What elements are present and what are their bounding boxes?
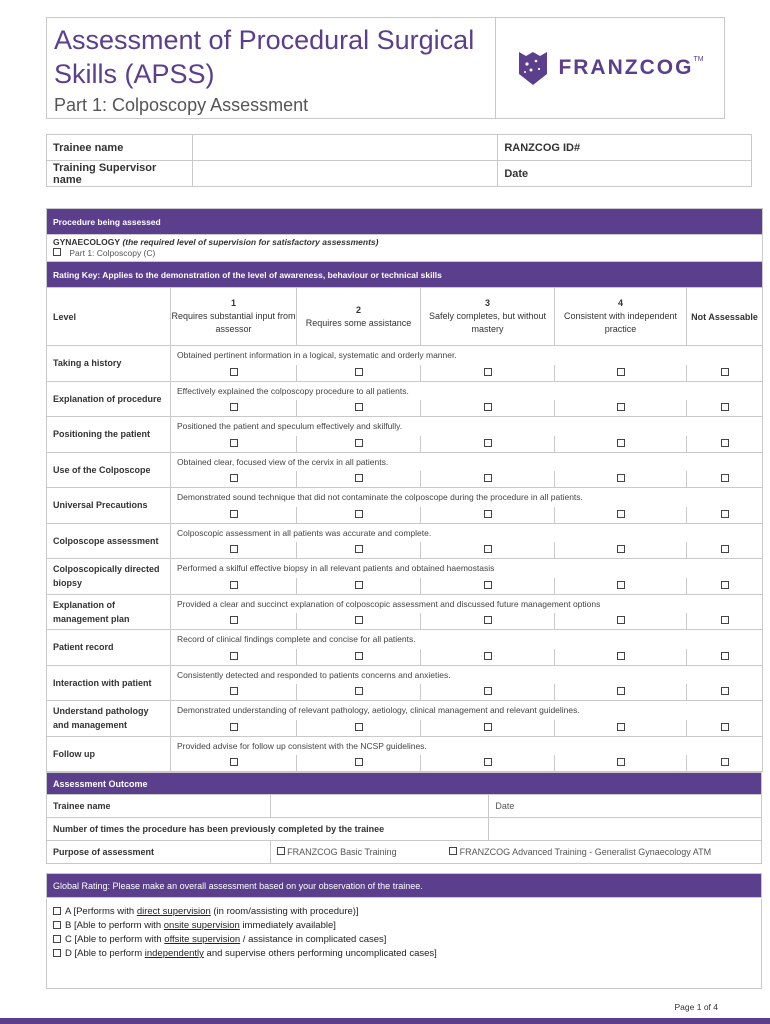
criterion-name: Follow up bbox=[47, 736, 171, 772]
criterion-description: Effectively explained the colposcopy procedure to all patients. bbox=[171, 381, 763, 400]
checkbox-cell bbox=[687, 649, 763, 666]
colposcopy-part-label: Part 1: Colposcopy (C) bbox=[69, 248, 156, 258]
rating-1-checkbox[interactable] bbox=[230, 368, 238, 376]
criterion-name: Use of the Colposcope bbox=[47, 452, 171, 488]
criterion-description: Provided advise for follow up consistent with the NCSP guidelines. bbox=[171, 736, 763, 755]
rating-d-checkbox[interactable] bbox=[53, 949, 61, 957]
rating-4-checkbox[interactable] bbox=[617, 652, 625, 660]
checkbox-cell bbox=[421, 720, 555, 737]
checkbox-cell bbox=[297, 365, 421, 382]
criterion-row bbox=[47, 701, 763, 720]
not-assessable-checkbox[interactable] bbox=[721, 723, 729, 731]
checkbox-cell bbox=[555, 365, 687, 382]
rating-3-checkbox[interactable] bbox=[484, 368, 492, 376]
outcome-band: Assessment Outcome bbox=[47, 773, 762, 795]
rating-3-checkbox[interactable] bbox=[484, 403, 492, 411]
rating-3-checkbox[interactable] bbox=[484, 758, 492, 766]
rating-2-checkbox[interactable] bbox=[355, 474, 363, 482]
rating-1-checkbox[interactable] bbox=[230, 687, 238, 695]
purpose-advanced-label: FRANZCOG Advanced Training - Generalist Gynaecology ATM bbox=[459, 847, 712, 857]
rating-3-checkbox[interactable] bbox=[484, 439, 492, 447]
rating-1-checkbox[interactable] bbox=[230, 510, 238, 518]
criterion-row bbox=[47, 523, 763, 542]
checkbox-cell bbox=[555, 542, 687, 559]
checkbox-cell bbox=[171, 684, 297, 701]
checkbox-cell bbox=[421, 365, 555, 382]
checkbox-cell bbox=[687, 684, 763, 701]
outcome-table bbox=[46, 772, 762, 898]
criterion-row bbox=[47, 630, 763, 649]
rating-key-band: Rating Key: Applies to the demonstration of the level of awareness, behaviour or technical skills bbox=[47, 262, 763, 288]
purpose-options bbox=[270, 841, 761, 864]
checkbox-cell bbox=[171, 720, 297, 737]
criterion-description: Colposcopic assessment in all patients was accurate and complete. bbox=[171, 523, 763, 542]
checkbox-cell bbox=[687, 365, 763, 382]
checkbox-cell bbox=[297, 542, 421, 559]
trainee-name-field[interactable] bbox=[192, 135, 497, 161]
rating-1-checkbox[interactable] bbox=[230, 439, 238, 447]
criterion-row bbox=[47, 559, 763, 578]
criterion-row bbox=[47, 665, 763, 684]
criterion-name: Explanation of management plan bbox=[47, 594, 171, 630]
rating-1-checkbox[interactable] bbox=[230, 723, 238, 731]
criterion-row bbox=[47, 346, 763, 365]
rating-1-checkbox[interactable] bbox=[230, 652, 238, 660]
rating-4-checkbox[interactable] bbox=[617, 616, 625, 624]
criterion-description: Obtained pertinent information in a logical, systematic and orderly manner. bbox=[171, 346, 763, 365]
checkbox-cell bbox=[421, 684, 555, 701]
checkbox-cell bbox=[297, 755, 421, 772]
rating-1-checkbox[interactable] bbox=[230, 403, 238, 411]
criterion-row bbox=[47, 417, 763, 436]
checkbox-cell bbox=[171, 400, 297, 417]
rating-2-checkbox[interactable] bbox=[355, 510, 363, 518]
checkbox-cell bbox=[687, 755, 763, 772]
checkbox-cell bbox=[421, 471, 555, 488]
checkbox-cell bbox=[171, 507, 297, 524]
global-rating-a[interactable]: A [Performs with direct supervision (in room/assisting with procedure)] bbox=[53, 905, 761, 919]
page-number: Page 1 of 4 bbox=[674, 1002, 718, 1012]
checkbox-cell bbox=[687, 436, 763, 453]
trademark-mark: TM bbox=[693, 56, 704, 63]
checkbox-cell bbox=[555, 507, 687, 524]
checkbox-cell bbox=[297, 613, 421, 630]
rating-2-checkbox[interactable] bbox=[355, 616, 363, 624]
rating-2-checkbox[interactable] bbox=[355, 581, 363, 589]
checkbox-cell bbox=[421, 613, 555, 630]
checkbox-cell bbox=[555, 649, 687, 666]
not-assessable-checkbox[interactable] bbox=[721, 368, 729, 376]
checkbox-cell bbox=[297, 578, 421, 595]
procedure-band: Procedure being assessed bbox=[47, 209, 763, 235]
rating-a-checkbox[interactable] bbox=[53, 907, 61, 915]
global-rating-d[interactable]: D [Able to perform independently and supervise others performing uncomplicated cases] bbox=[53, 947, 761, 961]
checkbox-cell bbox=[171, 542, 297, 559]
rating-3-checkbox[interactable] bbox=[484, 616, 492, 624]
criterion-description: Performed a skilful effective biopsy in all relevant patients and obtained haemostasis bbox=[171, 559, 763, 578]
criterion-name: Universal Precautions bbox=[47, 488, 171, 524]
not-assessable-checkbox[interactable] bbox=[721, 687, 729, 695]
outcome-trainee-name-field[interactable] bbox=[270, 795, 489, 818]
purpose-basic-label: FRANZCOG Basic Training bbox=[287, 847, 397, 857]
checkbox-cell bbox=[687, 471, 763, 488]
document-subtitle: Part 1: Colposcopy Assessment bbox=[54, 95, 309, 115]
criterion-description: Demonstrated understanding of relevant pathology, aetiology, clinical management and relevant guidelines. bbox=[171, 701, 763, 720]
checkbox-cell bbox=[687, 720, 763, 737]
rating-3-checkbox[interactable] bbox=[484, 723, 492, 731]
checkbox-cell bbox=[297, 436, 421, 453]
checkbox-cell bbox=[421, 542, 555, 559]
checkbox-cell bbox=[687, 578, 763, 595]
assessment-table bbox=[46, 208, 763, 772]
checkbox-cell bbox=[421, 507, 555, 524]
criterion-name: Interaction with patient bbox=[47, 665, 171, 701]
rating-1-checkbox[interactable] bbox=[230, 581, 238, 589]
checkbox-cell bbox=[421, 578, 555, 595]
trainee-info-table bbox=[46, 134, 752, 187]
gynaecology-label: GYNAECOLOGY bbox=[53, 237, 121, 247]
purpose-basic-checkbox[interactable] bbox=[277, 847, 285, 855]
criterion-row bbox=[47, 488, 763, 507]
date-field[interactable]: Date bbox=[498, 161, 752, 187]
rating-4-checkbox[interactable] bbox=[617, 403, 625, 411]
checkbox-cell bbox=[171, 755, 297, 772]
criterion-name: Taking a history bbox=[47, 346, 171, 382]
rating-1-checkbox[interactable] bbox=[230, 758, 238, 766]
not-assessable-checkbox[interactable] bbox=[721, 581, 729, 589]
rating-4-checkbox[interactable] bbox=[617, 545, 625, 553]
purpose-label: Purpose of assessment bbox=[47, 841, 271, 864]
criterion-description: Consistently detected and responded to patients concerns and anxieties. bbox=[171, 665, 763, 684]
rating-b-checkbox[interactable] bbox=[53, 921, 61, 929]
criterion-row bbox=[47, 381, 763, 400]
footer-bar bbox=[0, 1018, 770, 1024]
rating-4-checkbox[interactable] bbox=[617, 581, 625, 589]
not-assessable-checkbox[interactable] bbox=[721, 439, 729, 447]
supervisor-name-label: Training Supervisor name bbox=[47, 161, 193, 187]
checkbox-cell bbox=[555, 613, 687, 630]
criterion-description: Obtained clear, focused view of the cervix in all patients. bbox=[171, 452, 763, 471]
rating-2-checkbox[interactable] bbox=[355, 652, 363, 660]
previous-count-label: Number of times the procedure has been previously completed by the trainee bbox=[47, 818, 489, 841]
logo-wordmark: FRANZCOG™ bbox=[558, 56, 704, 79]
checkbox-cell bbox=[555, 471, 687, 488]
criterion-name: Colposcopically directed biopsy bbox=[47, 559, 171, 595]
procedure-cell bbox=[47, 235, 763, 262]
rating-col-4-header: 4 Consistent with independent practice bbox=[555, 288, 687, 346]
criterion-name: Positioning the patient bbox=[47, 417, 171, 453]
not-assessable-checkbox[interactable] bbox=[721, 758, 729, 766]
criterion-description: Demonstrated sound technique that did not contaminate the colposcope during the procedure in all patients. bbox=[171, 488, 763, 507]
checkbox-cell bbox=[687, 400, 763, 417]
checkbox-cell bbox=[421, 649, 555, 666]
global-rating-options bbox=[46, 899, 762, 989]
logo-block bbox=[496, 18, 724, 118]
rating-4-checkbox[interactable] bbox=[617, 474, 625, 482]
checkbox-cell bbox=[171, 436, 297, 453]
document-title: Assessment of Procedural Surgical Skills (APSS) bbox=[54, 25, 475, 89]
checkbox-cell bbox=[555, 400, 687, 417]
rating-4-checkbox[interactable] bbox=[617, 368, 625, 376]
trainee-name-label: Trainee name bbox=[47, 135, 193, 161]
rating-3-checkbox[interactable] bbox=[484, 687, 492, 695]
rating-2-checkbox[interactable] bbox=[355, 368, 363, 376]
criterion-description: Record of clinical findings complete and concise for all patients. bbox=[171, 630, 763, 649]
criterion-row bbox=[47, 736, 763, 755]
criterion-name: Patient record bbox=[47, 630, 171, 666]
criterion-name: Understand pathology and management bbox=[47, 701, 171, 737]
criterion-row bbox=[47, 594, 763, 613]
global-rating-c[interactable]: C [Able to perform with offsite supervision / assistance in complicated cases] bbox=[53, 933, 761, 947]
checkbox-cell bbox=[555, 755, 687, 772]
rating-c-checkbox[interactable] bbox=[53, 935, 61, 943]
colposcopy-part-checkbox[interactable] bbox=[53, 248, 61, 256]
rating-col-3-header: 3 Safely completes, but without mastery bbox=[421, 288, 555, 346]
purpose-advanced-checkbox[interactable] bbox=[449, 847, 457, 855]
checkbox-cell bbox=[555, 720, 687, 737]
checkbox-cell bbox=[297, 471, 421, 488]
global-rating-b[interactable]: B [Able to perform with onsite supervision immediately available] bbox=[53, 919, 761, 933]
checkbox-cell bbox=[421, 400, 555, 417]
checkbox-cell bbox=[297, 720, 421, 737]
rating-4-checkbox[interactable] bbox=[617, 687, 625, 695]
header-title-block bbox=[47, 18, 496, 118]
rating-1-checkbox[interactable] bbox=[230, 545, 238, 553]
rating-4-checkbox[interactable] bbox=[617, 439, 625, 447]
checkbox-cell bbox=[555, 436, 687, 453]
criterion-description: Positioned the patient and speculum effectively and skilfully. bbox=[171, 417, 763, 436]
rating-2-checkbox[interactable] bbox=[355, 758, 363, 766]
not-assessable-checkbox[interactable] bbox=[721, 652, 729, 660]
checkbox-cell bbox=[297, 507, 421, 524]
checkbox-cell bbox=[555, 578, 687, 595]
rating-3-checkbox[interactable] bbox=[484, 510, 492, 518]
outcome-date-field[interactable]: Date bbox=[489, 795, 762, 818]
rating-4-checkbox[interactable] bbox=[617, 510, 625, 518]
criterion-description: Provided a clear and succinct explanation of colposcopic assessment and discussed future management options bbox=[171, 594, 763, 613]
checkbox-cell bbox=[687, 542, 763, 559]
rating-2-checkbox[interactable] bbox=[355, 687, 363, 695]
rating-3-checkbox[interactable] bbox=[484, 652, 492, 660]
checkbox-cell bbox=[171, 471, 297, 488]
rating-col-2-header: 2 Requires some assistance bbox=[297, 288, 421, 346]
level-header: Level bbox=[47, 288, 171, 346]
rating-1-checkbox[interactable] bbox=[230, 474, 238, 482]
previous-count-field[interactable] bbox=[489, 818, 762, 841]
checkbox-cell bbox=[421, 436, 555, 453]
not-assessable-header: Not Assessable bbox=[687, 288, 763, 346]
checkbox-cell bbox=[297, 684, 421, 701]
franzcog-logo-icon bbox=[516, 48, 550, 88]
rating-4-checkbox[interactable] bbox=[617, 723, 625, 731]
checkbox-cell bbox=[171, 649, 297, 666]
rating-col-1-header: 1 Requires substantial input from assessor bbox=[171, 288, 297, 346]
checkbox-cell bbox=[171, 578, 297, 595]
rating-4-checkbox[interactable] bbox=[617, 758, 625, 766]
checkbox-cell bbox=[687, 507, 763, 524]
criterion-name: Colposcope assessment bbox=[47, 523, 171, 559]
rating-2-checkbox[interactable] bbox=[355, 723, 363, 731]
rating-3-checkbox[interactable] bbox=[484, 581, 492, 589]
rating-1-checkbox[interactable] bbox=[230, 616, 238, 624]
rating-3-checkbox[interactable] bbox=[484, 545, 492, 553]
outcome-trainee-name-label: Trainee name bbox=[47, 795, 271, 818]
supervisor-name-field[interactable] bbox=[192, 161, 497, 187]
rating-2-checkbox[interactable] bbox=[355, 439, 363, 447]
form-header bbox=[46, 17, 725, 119]
gynaecology-note: (the required level of supervision for satisfactory assessments) bbox=[122, 237, 379, 247]
checkbox-cell bbox=[421, 755, 555, 772]
not-assessable-checkbox[interactable] bbox=[721, 403, 729, 411]
checkbox-cell bbox=[297, 400, 421, 417]
global-rating-band: Global Rating: Please make an overall assessment based on your observation of the trainee. bbox=[47, 874, 762, 898]
criterion-name: Explanation of procedure bbox=[47, 381, 171, 417]
checkbox-cell bbox=[687, 613, 763, 630]
checkbox-cell bbox=[555, 684, 687, 701]
rating-2-checkbox[interactable] bbox=[355, 403, 363, 411]
rating-2-checkbox[interactable] bbox=[355, 545, 363, 553]
checkbox-cell bbox=[297, 649, 421, 666]
not-assessable-checkbox[interactable] bbox=[721, 474, 729, 482]
not-assessable-checkbox[interactable] bbox=[721, 510, 729, 518]
criterion-row bbox=[47, 452, 763, 471]
outcome-spacer bbox=[47, 864, 762, 874]
checkbox-cell bbox=[171, 613, 297, 630]
checkbox-cell bbox=[171, 365, 297, 382]
ranzcog-id-field[interactable]: RANZCOG ID# bbox=[498, 135, 752, 161]
rating-3-checkbox[interactable] bbox=[484, 474, 492, 482]
not-assessable-checkbox[interactable] bbox=[721, 616, 729, 624]
not-assessable-checkbox[interactable] bbox=[721, 545, 729, 553]
